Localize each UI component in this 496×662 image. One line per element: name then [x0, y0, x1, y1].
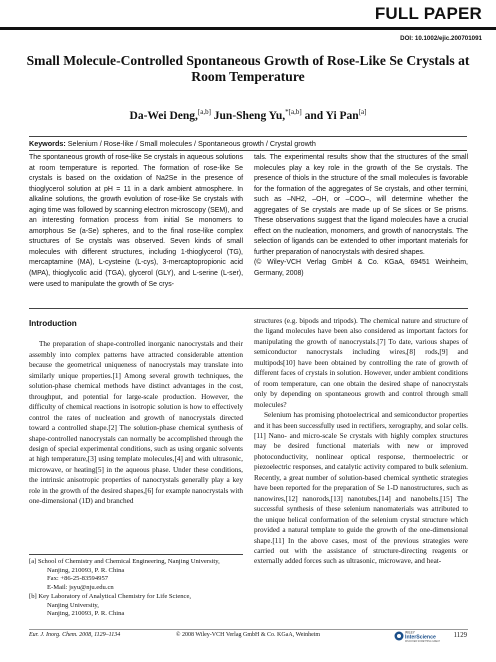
affiliation-mark: [a]	[358, 108, 367, 116]
author-name: Jun-Sheng Yu,	[213, 109, 286, 122]
paragraph: structures (e.g. bipods and tripods). The chemical nature and structure of the ligand molecules have been also considered as important factors for manipulating the growth of nanocrystals.[7] To date, various shapes of semiconductor nanocrystals including wires,[8] rods,[9] and multipods[10] have been obtained by controlling the rate of growth of different faces of crystals in solution. However, under ambient conditions of room temperature, can one obtain the desired shape of nanocrystals only by depending on spontaneous growth and control through small molecules?	[254, 317, 468, 409]
abstract-left: The spontaneous growth of rose-like Se crystals in aqueous solutions at room temperature is reported. The formation of rose-like Se crystals is based on the oxidation of Na2Se in the presence of thioglycerol solution at pH = 11 in a dark ambient atmosphere. In alkaline solutions, the growth evolution of rose-like Se crystals with aging time was followed by scanning electron microscopy (SEM), and an interesting formation process from initial Se monomers to amorphous Se (a-Se) spheres, and to the final rose-like complex structures of Se crystals was observed. Seven kinds of small molecules with different structures, including 1-thioglycerol (TG), mercaptamine (MA), L-cysteine (L-cys), 3-mercaptopropionic acid (MPA), thioglycolic acid (TGA), glycerol (GLY), and L-serine (L-ser), were used to manipulate the growth of Se crys-	[29, 154, 243, 288]
author-name: Yi Pan	[325, 109, 359, 122]
keywords	[29, 136, 467, 151]
logo-small-text: WILEY	[405, 630, 415, 635]
affiliation-line: [a] School of Chemistry and Chemical Engineering, Nanjing University,	[29, 558, 220, 565]
keywords-text: Selenium / Rose-like / Small molecules / Spontaneous growth / Crystal growth	[67, 139, 316, 148]
page-header	[0, 0, 496, 44]
logo-main-text: InterScience	[405, 634, 436, 641]
body-column-right	[254, 316, 468, 567]
journal-citation: Eur. J. Inorg. Chem. 2008, 1129–1134	[29, 632, 121, 638]
logo-tagline: DISCOVER SOMETHING GREAT	[405, 640, 440, 643]
header-rule	[0, 27, 496, 30]
body-column-left	[29, 316, 243, 507]
paragraph: The preparation of shape-controlled inorganic nanocrystals and their assembly into complex patterns have attracted considerable attention because the geometrical uniqueness of nanocrystals may translate into similarly unique properties.[1] Among several growth techniques, the solution-phase chemical methods have distinct advantages in the cost, throughput, and potential for large-scale production. However, the difficulty of chemical reactions in isotropic solution is how to effectively control the rates of nucleation and growth of nanocrystals directed toward a controlled shape.[2] The solution-phase chemical synthesis of shape-controlled nanocrystals can normally be accomplished through the design of special experimental conditions, such as using organic solvents at high temperature,[3] using template molecules,[4] and with ultrasonic, microwave, or heating[5] in the aqueous phase. Under these conditions, the intrinsic anisotropic properties of nanocrystals generally play a key role in the growth of the desired shapes,[6] for example nanocrystals with one-dimensional (1D) and branched	[29, 340, 243, 506]
affiliation-line: Nanjing University,	[47, 601, 99, 609]
paragraph: Selenium has promising photoelectrical and semiconductor properties and it has been successfully used in rectifiers, xerography, and solar cells.[11] Nano- and micro-scale Se crystals with highly complex structures may be desired functional materials with new or improved photoconductivity, nonlinear optical response, thermoelectric or piezoelectric responses, and catalytic activity compared to bulk selenium. Recently, a great number of solution-based chemical synthetic strategies have been reported for the preparation of Se 1-D nanostructures, such as nanowires,[12] nanorods,[13] nanotubes,[14] and nanobelts.[15] The successful synthesis of these selenium nanomaterials was attributed to the unique helical conformation of the selenium crystal structure which provided a natural template to guide the growth of the one-dimensional shape.[11] In the above cases, most of the previous strategies were carried out with the assistance of structure-directing reagents or externally added forces such as ultrasonic, microwave, and heat-	[254, 411, 468, 566]
author-list	[10, 108, 486, 122]
article-title: Small Molecule-Controlled Spontaneous Growth of Rose-Like Se Crystals at Room Temperature	[26, 53, 470, 84]
affiliation-line: Fax: +86-25-83594957	[47, 575, 109, 583]
interscience-logo	[394, 629, 440, 643]
author-name: Da-Wei Deng,	[129, 109, 198, 122]
author-conjunction: and	[304, 109, 324, 122]
abstract-separator	[29, 308, 468, 309]
section-heading: Introduction	[29, 319, 77, 328]
affiliation-line: Nanjing, 210093, P. R. China	[47, 610, 125, 618]
affiliation-mark: *[a,b]	[285, 108, 302, 116]
affiliation-mark: [a,b]	[197, 108, 211, 116]
interscience-logo-icon	[394, 629, 440, 643]
copyright-notice: © 2008 Wiley-VCH Verlag GmbH & Co. KGaA, Weinheim	[175, 632, 321, 638]
affiliations	[29, 554, 243, 619]
abstract-right	[254, 153, 468, 280]
section-label: FULL PAPER	[374, 4, 482, 23]
affiliation-line: [b] Key Laboratory of Analytical Chemistry for Life Science,	[29, 592, 192, 600]
affiliation-line: Nanjing, 210093, P. R. China	[47, 566, 125, 574]
abstract-right-text: tals. The experimental results show that the structures of the small molecules play a key role in the growth of the Se crystals. The presence of thiols in the structure of the small molecules is favorable for the formation of the aggregates of Se crystals, and other termini, such as –NH2, –OH, or –COO–, will determine whether the aggregates of Se crystals are made up of Se slices or Se prisms. These observations suggest that the ligand molecules have a crucial effect on the nucleation, monomers, and growth of nanocrystals. The selection of ligands can be extended to other important materials for further preparation of nanocrystals with desired shapes.	[254, 154, 468, 256]
page-number: 1129	[453, 632, 467, 639]
keywords-label: Keywords:	[29, 139, 66, 148]
doi[interactable]: DOI: 10.1002/ejic.200701091	[400, 35, 482, 42]
abstract-copyright: (© Wiley-VCH Verlag GmbH & Co. KGaA, 69451 Weinheim, Germany, 2008)	[254, 259, 468, 278]
affiliation-email[interactable]: E-Mail: jsyu@nju.edu.cn	[47, 584, 114, 592]
